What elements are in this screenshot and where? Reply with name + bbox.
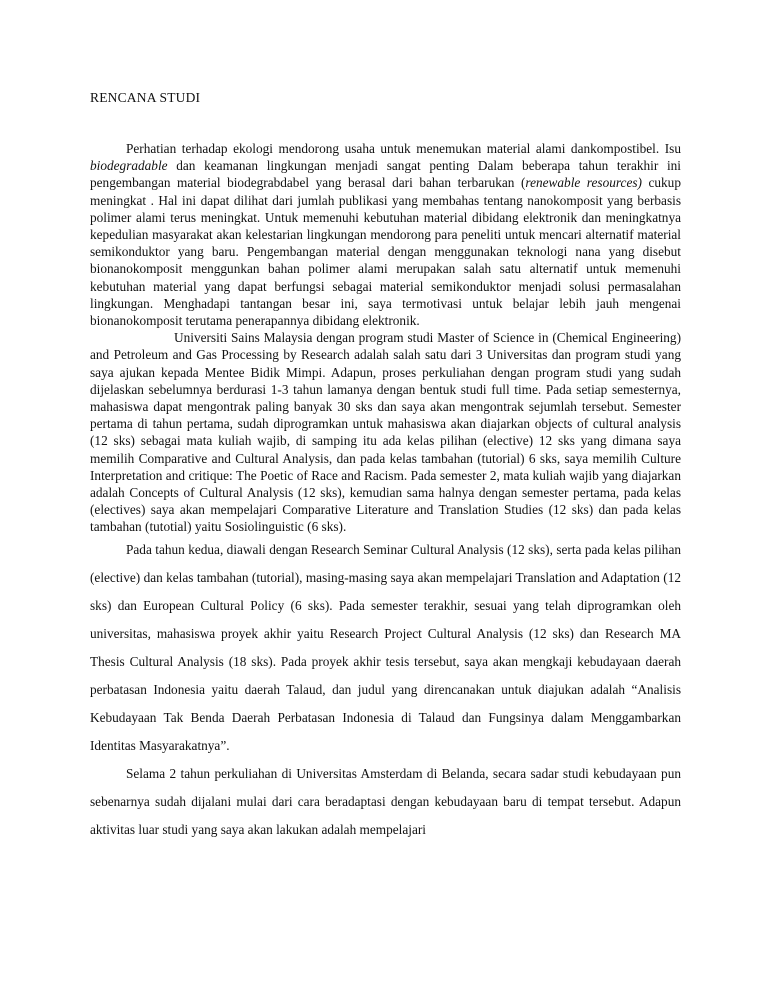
document-title: RENCANA STUDI (90, 90, 201, 105)
paragraph-university-program: Universiti Sains Malaysia dengan program studi Master of Science in (Chemical Engineering) and Petroleum and Gas Processing by Research adalah salah satu dari 3 Universitas dan program studi yang saya ajukan kepada Mentee Bidik Mimpi. Adapun, proses perkuliahan dengan program studi yang sudah dijelaskan sebelumnya berdurasi 1-3 tahun lamanya dengan bentuk studi full time. Pada setiap semesternya, mahasiswa dapat mengontrak paling banyak 30 sks dan saya akan mengontrak sejumlah tersebut. Semester pertama di tahun pertama, sudah diprogramkan untuk mahasiswa akan diajarkan objects of cultural analysis (12 sks) sebagai mata kuliah wajib, di samping itu ada kelas pilihan (elective) 12 sks yang dimana saya memilih Comparative and Cultural Analysis, dan pada kelas tambahan (tutorial) 6 sks, saya memilih Culture Interpretation and critique: The Poetic of Race and Racism. Pada semester 2, mata kuliah wajib yang diajarkan adalah Concepts of Cultural Analysis (12 sks), kemudian sama halnya dengan semester pertama, pada kelas (electives) saya akan mempelajari Comparative Literature and Translation Studies (12 sks) dan pada kelas tambahan (tutotial) yaitu Sosiolinguistic (6 sks). (90, 330, 681, 535)
p1-italic-renewable: renewable resources) (525, 175, 642, 191)
p1-text-a: Perhatian terhadap ekologi mendorong usaha untuk menemukan material alami dankompostibel. Isu (126, 141, 681, 156)
p1-text-e: cukup meningkat . Hal ini dapat dilihat dari jumlah publikasi yang membahas tentang nanokomposit yang berbasis polimer alami terus meningkat. Untuk memenuhi kebutuhan material dibidang elektronik dan meningkatnya kepedulian masyarakat akan kelestarian lingkungan mendorong para peneliti untuk mencari alternatif material semikonduktor yang baru. Pengembangan material dengan menggunakan teknologi nana yang disebut bionanokomposit menggunkan bahan polimer alami merupakan salah satu alternatif untuk memenuhi kebutuhan material yang dapat berfungsi sebagai material semikonduktor menjadi solusi permasalahan lingkungan. Menghadapi tantangan besar ini, saya termotivasi untuk belajar lebih jauh mengenai bionanokomposit terutama penerapannya dibidang elektronik. (90, 175, 681, 329)
paragraph-motivation (90, 140, 681, 329)
paragraph-second-year: Pada tahun kedua, diawali dengan Research Seminar Cultural Analysis (12 sks), serta pada kelas pilihan (elective) dan kelas tambahan (tutorial), masing-masing saya akan mempelajari Translation and Adaptation (12 sks) dan European Cultural Policy (6 sks). Pada semester terakhir, sesuai yang telah diprogramkan oleh universitas, mahasiswa proyek akhir yaitu Research Project Cultural Analysis (12 sks) dan Research MA Thesis Cultural Analysis (18 sks). Pada proyek akhir tesis tersebut, saya akan mengkaji kebudayaan daerah perbatasan Indonesia yaitu daerah Talaud, dan judul yang direncanakan untuk diajukan adalah “Analisis Kebudayaan Tak Benda Daerah Perbatasan Indonesia di Talaud dan Fungsinya dalam Menggambarkan Identitas Masyarakatnya”. (90, 541, 681, 753)
p1-text-c: dan keamanan lingkungan menjadi sangat penting Dalam beberapa tahun terakhir ini pengembangan material biodegrabdabel yang berasal dari bahan terbarukan ( (90, 158, 681, 191)
document-page (90, 88, 681, 844)
paragraph-activities: Selama 2 tahun perkuliahan di Universitas Amsterdam di Belanda, secara sadar studi kebudayaan pun sebenarnya sudah dijalani mulai dari cara beradaptasi dengan kebudayaan baru di tempat tersebut. Adapun aktivitas luar studi yang saya akan lakukan adalah mempelajari (90, 765, 681, 837)
p1-italic-biodegradable: biodegradable (90, 158, 168, 174)
